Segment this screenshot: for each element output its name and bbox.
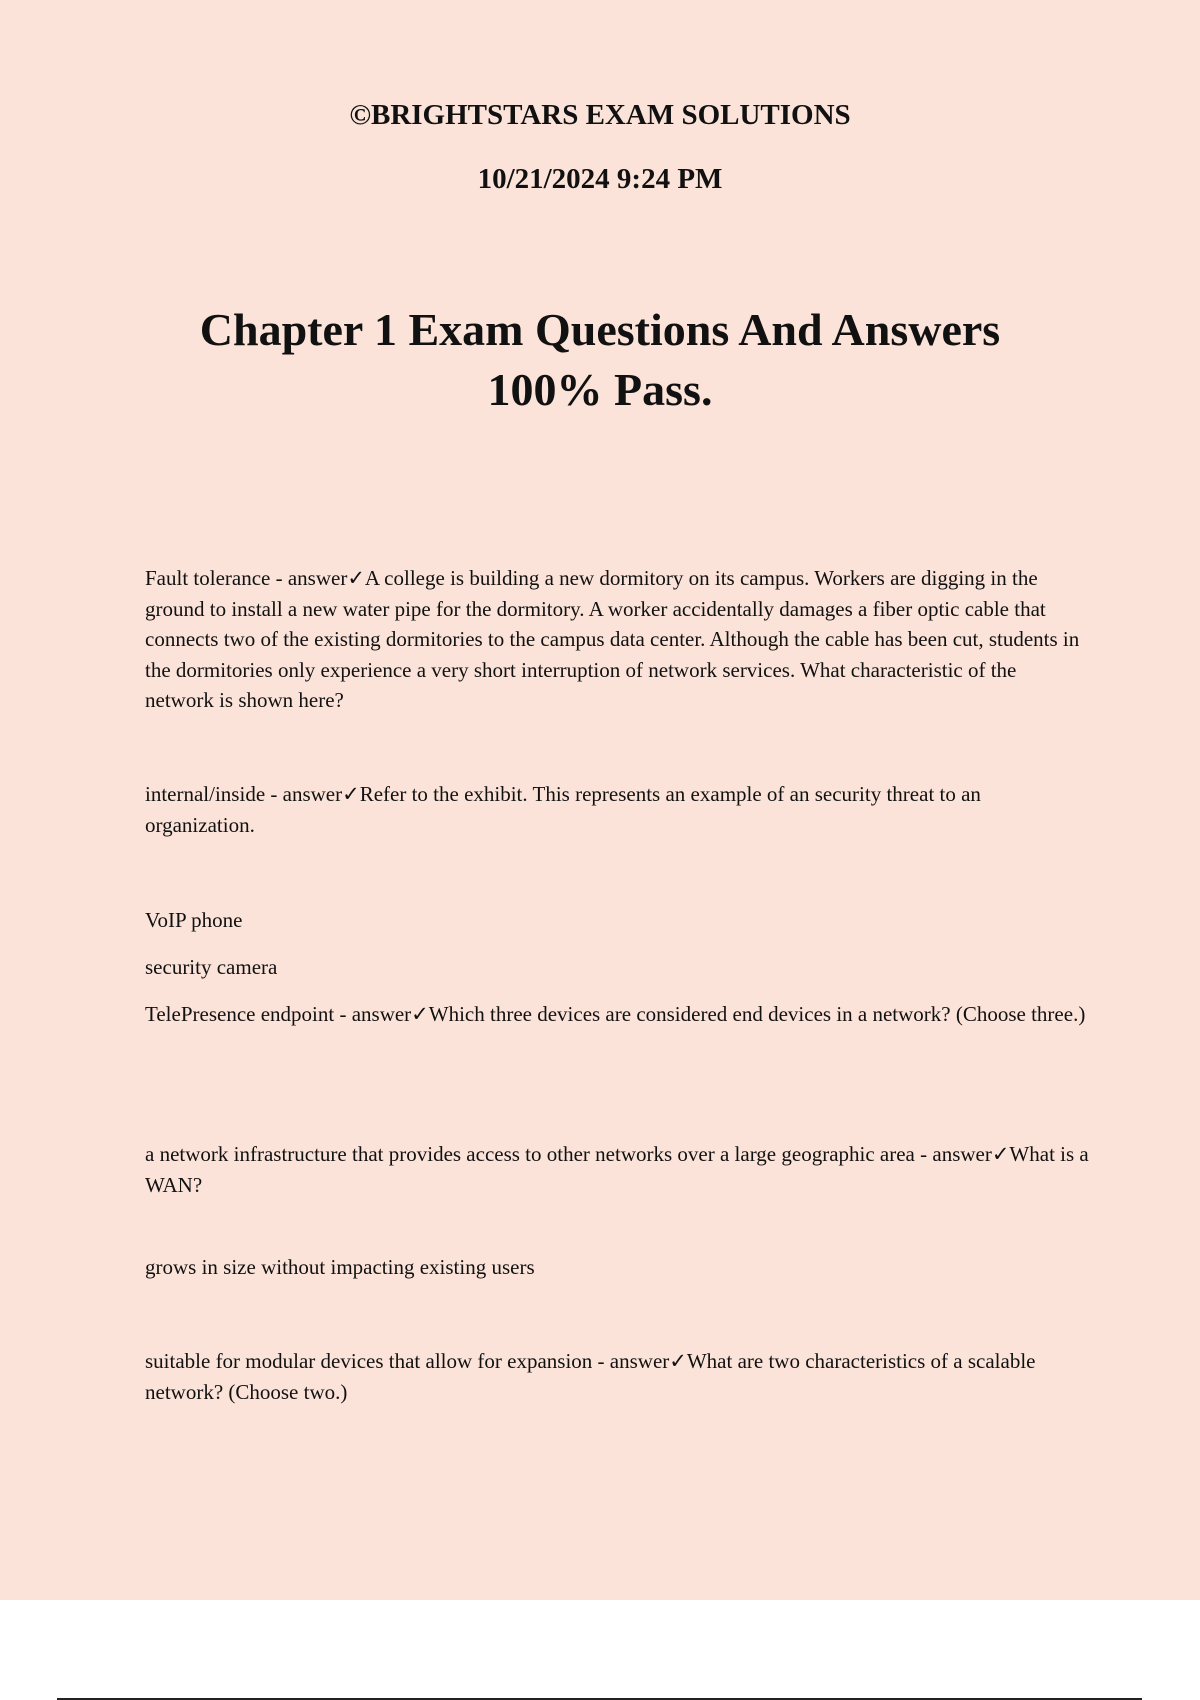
qa-entry-scalable-network: suitable for modular devices that allow for expansion - answer✓What are two characteristics of a scalable network? (Choose two.) xyxy=(145,1349,1036,1404)
document-title: Chapter 1 Exam Questions And Answers 100% Pass. xyxy=(199,304,1001,415)
qa-entry-end-devices: TelePresence endpoint - answer✓Which three devices are considered end devices in a network? (Choose three.) xyxy=(145,1002,1086,1026)
qa-entry-internal-threat: internal/inside - answer✓Refer to the exhibit. This represents an example of an security threat to an organization. xyxy=(145,782,981,837)
brand-header: ©BRIGHTSTARS EXAM SOLUTIONS xyxy=(349,99,851,131)
answer-item-security-camera: security camera xyxy=(145,955,278,979)
answer-item-grows-in-size: grows in size without impacting existing users xyxy=(145,1255,535,1279)
qa-entry-fault-tolerance: Fault tolerance - answer✓A college is building a new dormitory on its campus. Workers are digging in the ground to install a new water pipe for the dormitory. A worker accidentally damages a fiber optic cable that connects two of the existing dormitories to the campus data center. Although the cable has been cut, students in the dormitories only experience a very short interruption of network services. What characteristic of the network is shown here? xyxy=(145,566,1080,712)
timestamp: 10/21/2024 9:24 PM xyxy=(477,163,723,195)
qa-entry-wan: a network infrastructure that provides access to other networks over a large geographic area - answer✓What is a WAN? xyxy=(145,1142,1089,1197)
answer-item-voip-phone: VoIP phone xyxy=(145,908,243,932)
